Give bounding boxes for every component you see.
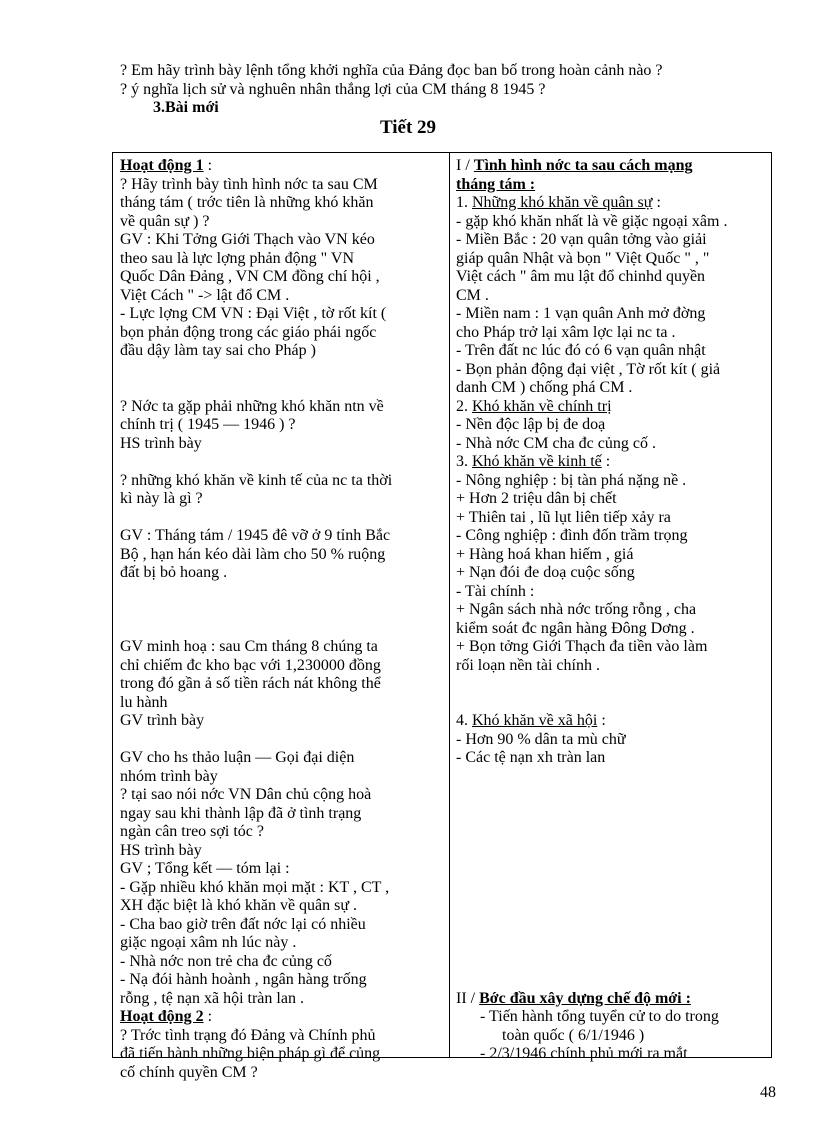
- right-line: - Miền Bắc : 20 vạn quân tởng vào giải: [456, 231, 707, 248]
- right-line: + Bọn tởng Giới Thạch đa tiền vào làm: [456, 638, 708, 655]
- lesson-table: [112, 152, 772, 1081]
- activity-1-label: Hoạt động 1: [120, 157, 204, 174]
- right-line: Việt cách " âm mu lật đổ chinhd quyền: [456, 268, 706, 285]
- subsection-3-prefix: 3.: [456, 453, 472, 470]
- left-line: Việt Cách " -> lật đổ CM .: [120, 286, 290, 304]
- right-line: - gặp khó khăn nhất là về giặc ngoại xâm .: [456, 212, 728, 230]
- right-line: cho Pháp trở lại xâm lợc lại nc ta .: [456, 323, 676, 341]
- subsection-2-heading: [456, 398, 768, 417]
- section-heading: 3.Bài mới: [153, 99, 219, 116]
- left-line: ? Hãy trình bày tình hình nớc ta sau CM: [120, 175, 378, 193]
- left-line: ? tại sao nói nớc VN Dân chủ cộng hoà: [120, 786, 372, 803]
- content-column: [456, 157, 768, 1064]
- part-1-heading-cont: [456, 176, 768, 195]
- part-1-title: Tình hình nớc ta sau cách mạng: [473, 157, 693, 174]
- subsection-4-title: Khó khăn về xã hội: [472, 712, 598, 729]
- review-question-2: ? ý nghĩa lịch sử và nghuên nhân thắng lợi của CM tháng 8 1945 ?: [120, 80, 546, 98]
- subsection-1-colon: :: [652, 194, 661, 211]
- subsection-1-heading: [456, 194, 768, 213]
- review-question-1: ? Em hãy trình bày lệnh tổng khởi nghĩa của Đảng đọc ban bố trong hoàn cảnh nào ?: [120, 62, 663, 79]
- lesson-title: Tiết 29: [379, 117, 437, 138]
- left-line: bọn phản động trong các giáo phái ngốc: [120, 323, 377, 341]
- part-2-title: Bớc đầu xây dựng chế độ mới :: [479, 989, 691, 1007]
- right-line: giáp quân Nhật và bọn " Việt Quốc " , ": [456, 249, 710, 267]
- left-line: giặc ngoại xâm nh lúc này .: [120, 934, 297, 951]
- right-line: - Bọn phản động đại việt , Tờ rốt kít ( giả: [456, 360, 721, 378]
- activity-2-colon: :: [203, 1008, 213, 1025]
- left-line: tháng tám ( trớc tiên là những khó khăn: [120, 194, 374, 211]
- left-line: XH đặc biệt là khó khăn về quân sự .: [120, 897, 358, 914]
- right-line: + Nạn đói đe doạ cuộc sống: [456, 564, 635, 581]
- right-line: - 2/3/1946 chính phủ mới ra mắt: [480, 1045, 688, 1062]
- right-line: danh CM ) chống phá CM .: [456, 379, 633, 396]
- left-line: về quân sự ) ?: [120, 212, 210, 230]
- left-line: Bộ , hạn hán kéo dài làm cho 50 % ruộng: [120, 545, 386, 563]
- left-line: - Lực lợng CM VN : Đại Việt , tờ rốt kít (: [120, 305, 387, 322]
- subsection-3-heading: [456, 453, 768, 472]
- left-line: chính trị ( 1945 — 1946 ) ?: [120, 416, 296, 433]
- subsection-1-title: Những khó khăn về quân sự: [472, 194, 653, 211]
- left-line: ? Trớc tình trạng đó Đảng và Chính phủ: [120, 1026, 376, 1044]
- left-line: đất bị bỏ hoang .: [120, 564, 228, 581]
- subsection-1-prefix: 1.: [456, 194, 472, 211]
- part-2-prefix: II /: [456, 989, 480, 1007]
- left-line: ngàn cân treo sợi tóc ?: [120, 823, 264, 840]
- right-line: - Hơn 90 % dân ta mù chữ: [456, 730, 626, 748]
- left-line: - Nhà nớc non trẻ cha đc củng cố: [120, 952, 332, 970]
- subsection-2-title: Khó khăn về chính trị: [472, 397, 612, 415]
- left-line: HS trình bày: [120, 434, 202, 452]
- left-line: nhóm trình bày: [120, 767, 218, 785]
- activity-1-heading: [120, 157, 440, 176]
- part-1-title-cont: tháng tám :: [456, 175, 536, 193]
- right-line: - Trên đất nc lúc đó có 6 vạn quân nhật: [456, 342, 706, 359]
- part-1-heading: [456, 157, 768, 176]
- right-line: - Tiến hành tổng tuyển cử to do trong: [480, 1008, 719, 1025]
- column-divider: [449, 153, 450, 1057]
- right-line: - Miền nam : 1 vạn quân Anh mở đờng: [456, 305, 706, 322]
- right-line: + Ngân sách nhà nớc trống rỗng , cha: [456, 601, 697, 618]
- subsection-4-colon: :: [597, 712, 606, 729]
- teacher-activity-column: [120, 157, 440, 1082]
- right-line: - Nông nghiệp : bị tàn phá nặng nề .: [456, 471, 687, 489]
- left-line: lu hành: [120, 693, 168, 711]
- left-line: - Nạ đói hành hoành , ngân hàng trống: [120, 971, 367, 988]
- activity-2-label: Hoạt động 2: [120, 1008, 204, 1025]
- left-line: ? Nớc ta gặp phải những khó khăn ntn về: [120, 397, 384, 415]
- right-line: CM .: [456, 286, 489, 304]
- left-line: GV minh hoạ : sau Cm tháng 8 chúng ta: [120, 638, 378, 655]
- right-line: toàn quốc ( 6/1/1946 ): [502, 1026, 645, 1044]
- left-line: Quốc Dân Đảng , VN CM đồng chí hội ,: [120, 268, 380, 285]
- part-2-heading: [456, 990, 768, 1009]
- left-line: - Gặp nhiều khó khăn mọi mặt : KT , CT ,: [120, 878, 390, 896]
- part-1-prefix: I /: [456, 157, 474, 174]
- left-line: đã tiến hành những biện pháp gì để củng: [120, 1045, 381, 1062]
- left-line: - Cha bao giờ trên đất nớc lại có nhiều: [120, 915, 366, 933]
- right-line: - Các tệ nạn xh tràn lan: [456, 749, 606, 766]
- left-line: GV : Tháng tám / 1945 đê vỡ ở 9 tỉnh Bắc: [120, 527, 391, 544]
- subsection-4-prefix: 4.: [456, 712, 472, 729]
- subsection-2-prefix: 2.: [456, 397, 472, 415]
- left-line: trong đó gần ả số tiền rách nát không thể: [120, 675, 381, 692]
- left-line: GV : Khi Tởng Giới Thạch vào VN kéo: [120, 231, 375, 248]
- right-line: rối loạn nền tài chính .: [456, 656, 600, 674]
- left-line: GV trình bày: [120, 712, 205, 729]
- page-number: 48: [760, 1084, 776, 1101]
- left-line: theo sau là lực lợng phản động " VN: [120, 249, 354, 267]
- left-line: ? những khó khăn về kinh tế của nc ta thời: [120, 471, 393, 489]
- left-line: GV cho hs thảo luận — Gọi đại diện: [120, 749, 355, 766]
- right-line: - Công nghiệp : đình đốn trầm trọng: [456, 527, 688, 544]
- right-line: + Hàng hoá khan hiếm , giá: [456, 545, 634, 563]
- right-line: - Nhà nớc CM cha đc củng cố .: [456, 434, 656, 452]
- left-line: rỗng , tệ nạn xã hội tràn lan .: [120, 989, 304, 1007]
- subsection-3-colon: :: [601, 453, 611, 470]
- right-line: - Tài chính :: [456, 582, 535, 600]
- left-line: chỉ chiếm đc kho bạc với 1,230000 đồng: [120, 656, 381, 674]
- left-line: HS trình bày: [120, 841, 202, 859]
- left-line: kì này là gì ?: [120, 490, 203, 507]
- right-line: - Nền độc lập bị đe doạ: [456, 416, 606, 433]
- right-line: + Thiên tai , lũ lụt liên tiếp xảy ra: [456, 508, 671, 526]
- activity-2-heading: [120, 1008, 440, 1027]
- left-line: ngay sau khi thành lập đã ở tình trạng: [120, 804, 362, 822]
- activity-1-colon: :: [203, 157, 213, 174]
- subsection-4-heading: [456, 712, 768, 731]
- right-line: kiểm soát đc ngân hàng Đông Dơng .: [456, 619, 695, 637]
- intro-block: [120, 62, 780, 118]
- right-line: + Hơn 2 triệu dân bị chết: [456, 490, 617, 507]
- subsection-3-title: Khó khăn về kinh tế: [472, 453, 602, 470]
- left-line: đầu dậy làm tay sai cho Pháp ): [120, 342, 316, 359]
- left-line: cố chính quyền CM ?: [120, 1063, 258, 1081]
- left-line: GV ; Tổng kết — tóm lại :: [120, 860, 290, 877]
